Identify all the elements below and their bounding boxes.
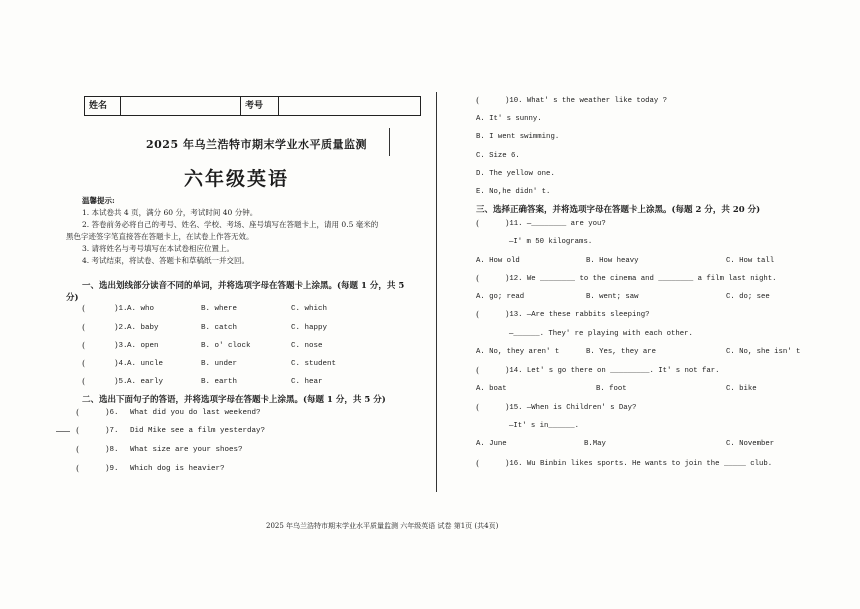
answer-paren: (: [82, 304, 86, 313]
answer-paren: (: [76, 464, 80, 473]
option-c: C. No, she isn' t: [726, 348, 801, 356]
question-number: )3.: [114, 342, 128, 350]
question-number: )9.: [105, 465, 119, 473]
notice-item: 1. 本试卷共 4 页，满分 60 分，考试时间 40 分钟。: [82, 208, 258, 217]
option-a: A. go; read: [476, 293, 525, 301]
answer-paren: (: [76, 445, 80, 454]
question-text: What did you do last weekend?: [130, 409, 261, 417]
option-b: B. Yes, they are: [586, 348, 657, 356]
question-number: )2.: [114, 324, 128, 332]
answer-paren: (: [82, 341, 86, 350]
binding-mark: [389, 128, 390, 156]
section1-heading: 一、选出划线部分读音不同的单词，并将选项字母在答题卡上涂黑。(每题 1 分，共 5: [82, 281, 405, 291]
option-a: A. who: [127, 305, 155, 313]
option-c: C. November: [726, 440, 775, 448]
option-c: C. nose: [291, 342, 323, 350]
option-a: A. early: [127, 378, 164, 386]
name-label: 姓名: [85, 97, 121, 115]
question-text: Which dog is heavier?: [130, 465, 225, 473]
answer-option: C. Size 6.: [476, 152, 520, 160]
question-10: )10. What' s the weather like today ?: [505, 97, 668, 105]
option-b: B. where: [201, 305, 238, 313]
answer-paren: (: [476, 310, 480, 319]
subject-title: 六年级英语: [184, 168, 290, 190]
answer-paren: (: [476, 219, 480, 228]
margin-mark: [56, 431, 70, 432]
question-16: )16. Wu Binbin likes sports. He wants to join the _____ club.: [505, 460, 773, 468]
option-a: A. baby: [127, 324, 159, 332]
option-b: B. foot: [596, 385, 627, 393]
answer-option: E. No,he didn' t.: [476, 188, 551, 196]
answer-paren: (: [82, 359, 86, 368]
option-a: A. June: [476, 440, 507, 448]
question-15: )15. —When is Children' s Day?: [505, 404, 637, 412]
option-b: B.May: [584, 440, 606, 448]
answer-paren: (: [82, 377, 86, 386]
answer-paren: (: [476, 274, 480, 283]
option-c: C. How tall: [726, 257, 775, 265]
answer-option: B. I went swimming.: [476, 133, 560, 141]
answer-paren: (: [76, 408, 80, 417]
question-text: What size are your shoes?: [130, 446, 243, 454]
question-12: )12. We ________ to the cinema and ________ a film last night.: [505, 275, 777, 283]
question-number: )7.: [105, 427, 119, 435]
answer-option: A. It' s sunny.: [476, 115, 542, 123]
option-b: B. earth: [201, 378, 238, 386]
column-divider: [436, 92, 437, 492]
option-a: A. How old: [476, 257, 520, 265]
name-exam-box: [84, 96, 421, 116]
question-13-reply: —______. They' re playing with each other.: [509, 330, 693, 338]
question-14: )14. Let' s go there on _________. It' s not far.: [505, 367, 720, 375]
option-a: A. boat: [476, 385, 507, 393]
question-number: )6.: [105, 409, 119, 417]
notice-item: 4. 考试结束，将试卷、答题卡和草稿纸一并交回。: [82, 256, 250, 265]
option-b: B. under: [201, 360, 238, 368]
notice-item: 2. 答卷前务必将自己的考号、姓名、学校、考场、座号填写在答题卡上，请用 0.5 毫米的: [82, 220, 379, 229]
answer-paren: (: [476, 459, 480, 468]
option-c: C. bike: [726, 385, 757, 393]
option-c: C. student: [291, 360, 337, 368]
exam-title: 2025 年乌兰浩特市期末学业水平质量监测: [146, 138, 367, 151]
option-c: C. happy: [291, 324, 328, 332]
option-c: C. which: [291, 305, 328, 313]
section2-heading: 二、选出下面句子的答语，并将选项字母在答题卡上涂黑。(每题 1 分，共 5 分): [82, 395, 386, 405]
question-text: Did Mike see a film yesterday?: [130, 427, 266, 435]
question-number: )8.: [105, 446, 119, 454]
section3-heading: 三、选择正确答案，并将选项字母在答题卡上涂黑。(每题 2 分，共 20 分): [476, 205, 761, 215]
answer-paren: (: [476, 366, 480, 375]
answer-paren: (: [82, 323, 86, 332]
question-11-reply: —I' m 50 kilograms.: [509, 238, 593, 246]
page-footer: 2025 年乌兰浩特市期末学业水平质量监测 六年级英语 试卷 第1页 (共4页): [266, 522, 499, 530]
option-b: B. How heavy: [586, 257, 639, 265]
question-11: )11. —________ are you?: [505, 220, 606, 228]
answer-paren: (: [76, 426, 80, 435]
notice-item: 3. 请将姓名与考号填写在本试卷相应位置上。: [82, 244, 235, 253]
answer-paren: (: [476, 96, 480, 105]
question-number: )5.: [114, 378, 128, 386]
notice-item: 黑色字迹签字笔直接答在答题卡上，在试卷上作答无效。: [66, 232, 254, 241]
question-15-reply: —It' s in______.: [509, 422, 580, 430]
exam-no-label: 考号: [241, 97, 279, 115]
option-a: A. uncle: [127, 360, 164, 368]
section1-heading-cont: 分): [66, 293, 79, 303]
name-field[interactable]: [121, 97, 241, 115]
option-c: C. do; see: [726, 293, 770, 301]
answer-option: D. The yellow one.: [476, 170, 555, 178]
question-number: )4.: [114, 360, 128, 368]
exam-no-field[interactable]: [279, 97, 420, 115]
option-b: B. catch: [201, 324, 238, 332]
option-a: A. No, they aren' t: [476, 348, 560, 356]
notice-heading: 温馨提示:: [82, 196, 115, 205]
question-13: )13. —Are these rabbits sleeping?: [505, 311, 650, 319]
option-a: A. open: [127, 342, 159, 350]
option-b: B. o' clock: [201, 342, 251, 350]
question-number: )1.: [114, 305, 128, 313]
answer-paren: (: [476, 403, 480, 412]
option-c: C. hear: [291, 378, 323, 386]
option-b: B. went; saw: [586, 293, 639, 301]
